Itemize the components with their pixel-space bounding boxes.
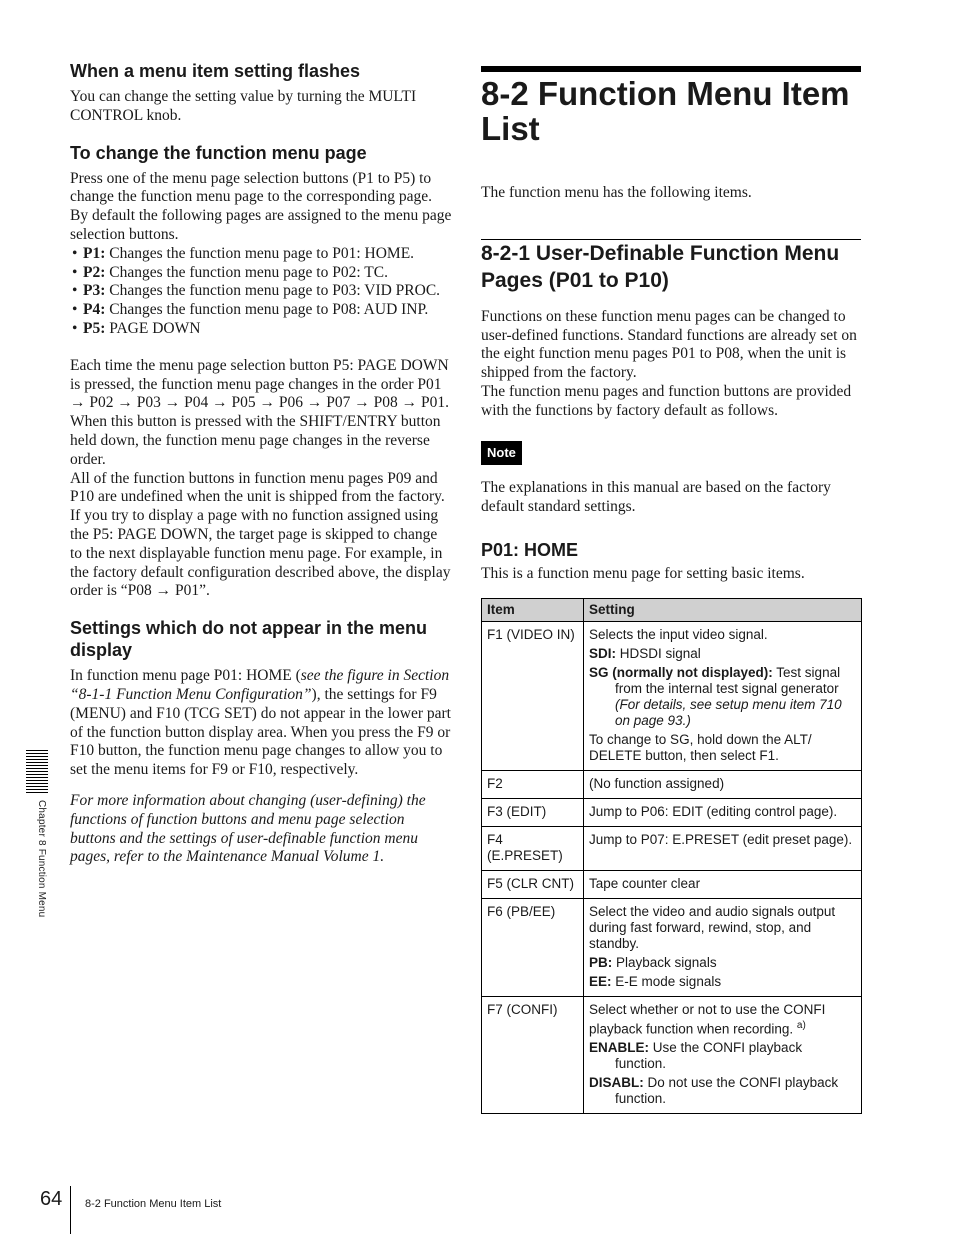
left-column <box>70 60 452 867</box>
table-header-row <box>482 598 862 621</box>
page-button-list <box>70 245 452 339</box>
cell-item: F1 (VIDEO IN) <box>482 621 584 770</box>
maintenance-note: For more information about changing (user-defining) the functions of function buttons and menu page selection buttons and the settings of user-definable function menu pages, refer to the Maintenance Manual Volume 1. <box>70 791 426 866</box>
flash-body: You can change the setting value by turning the MULTI CONTROL knob. <box>70 88 417 124</box>
cell-setting: Select whether or not to use the CONFI playback function when recording. $^{a)}$ ENABLE: Use the CONFI playback function. DISABL: Do not use the CONFI playback function. <box>584 996 862 1114</box>
cell-setting: Select the video and audio signals output during fast forward, rewind, stop, and standby. PB: Playback signals EE: E-E mode signals <box>584 898 862 996</box>
title-rule <box>481 66 861 72</box>
page-number: 64 <box>40 1188 63 1210</box>
settings-heading: Settings which do not appear in the menu display <box>70 618 428 661</box>
table-row <box>482 870 862 898</box>
cell-item: F2 <box>482 770 584 798</box>
cell-setting: Selects the input video signal. SDI: HDSDI signal SG (normally not displayed): Test signal from the internal test signal generator (For details, see setup menu item 710 on page 93.) To change to SG, hold down the ALT/ DELETE button, then select F1. <box>584 621 862 770</box>
change-page-heading: To change the function menu page <box>70 142 367 163</box>
function-table <box>481 598 862 1115</box>
p01-heading: P01: HOME <box>481 539 579 560</box>
section-heading: 8-2-1 User-Definable Function Menu Pages (P01 to P10) <box>481 241 840 292</box>
intro-text: The function menu has the following items. <box>481 184 752 201</box>
page-title: 8-2 Function Menu Item List <box>481 75 850 147</box>
cell-item: F6 (PB/EE) <box>482 898 584 996</box>
undefined-pages-paragraph: All of the function buttons in function menu pages P09 and P10 are undefined when the unit is shipped from the factory. If you try to display a page with no function assigned using the P5: PAGE DOWN, the target page is skipped to change to the next displayable function menu page. For example, in the factory default configuration described above, the display order is “P08 → P01”. <box>70 469 451 600</box>
note-badge: Note <box>481 441 522 466</box>
section-paragraph: The function menu pages and function buttons are provided with the functions by factory default as follows. <box>481 382 852 419</box>
cell-setting: Tape counter clear <box>584 870 862 898</box>
note-block <box>481 441 861 517</box>
footer-section-title: 8-2 Function Menu Item List <box>85 1198 222 1210</box>
table-row <box>482 621 862 770</box>
page-order-paragraph: Each time the menu page selection button P5: PAGE DOWN is pressed, the function menu page changes in the order P01 → P02 → P03 → P04 → P05 → P06 → P07 → P08 → P01. <box>70 356 449 412</box>
column-header-item: Item <box>482 598 584 621</box>
note-text: The explanations in this manual are based on the factory default standard settings. <box>481 479 831 516</box>
table-row <box>482 996 862 1114</box>
list-item: • P3: Changes the function menu page to P03: VID PROC. <box>70 282 452 301</box>
reverse-order-paragraph: When this button is pressed with the SHIFT/ENTRY button held down, the function menu page changes in the reverse order. <box>70 413 441 468</box>
list-item: • P4: Changes the function menu page to P08: AUD INP. <box>70 301 452 320</box>
settings-body: In function menu page P01: HOME (see the figure in Section “8-1-1 Function Menu Configuration”), the settings for F9 (MENU) and F10 (TCG SET) do not appear in the lower part of the function button display area. When you press the F9 or F10 button, the function menu page changes to allow you to set the menu items for F9 or F10, respectively. <box>70 667 451 779</box>
table-row <box>482 798 862 826</box>
column-header-setting: Setting <box>584 598 862 621</box>
flash-section <box>70 60 452 126</box>
cell-setting: Jump to P07: E.PRESET (edit preset page). <box>584 826 862 870</box>
cell-item: F7 (CONFI) <box>482 996 584 1114</box>
list-item: • P5: PAGE DOWN <box>70 320 452 339</box>
cell-item: F5 (CLR CNT) <box>482 870 584 898</box>
list-item: • P2: Changes the function menu page to P02: TC. <box>70 264 452 283</box>
footnote-marker: a) <box>796 1019 806 1031</box>
table-row <box>482 826 862 870</box>
chapter-label: Chapter 8 Function Menu <box>36 800 47 918</box>
footer-rule <box>70 1186 71 1234</box>
table-row <box>482 770 862 798</box>
cell-item: F3 (EDIT) <box>482 798 584 826</box>
right-column <box>481 66 861 1114</box>
table-row <box>482 898 862 996</box>
p01-intro: This is a function menu page for setting basic items. <box>481 564 805 582</box>
change-page-section <box>70 142 452 602</box>
settings-section <box>70 617 452 867</box>
cell-setting: Jump to P06: EDIT (editing control page). <box>584 798 862 826</box>
cell-item: F4 (E.PRESET) <box>482 826 584 870</box>
chapter-tab-stripes <box>26 750 48 794</box>
section-paragraph: Functions on these function menu pages can be changed to user-defined functions. Standard functions are already set on the eight function menu pages P01 to P08, when the unit is shipped from the factory. <box>481 307 857 382</box>
cell-setting: (No function assigned) <box>584 770 862 798</box>
list-item: • P1: Changes the function menu page to P01: HOME. <box>70 245 452 264</box>
change-page-intro: Press one of the menu page selection buttons (P1 to P5) to change the function menu page to the corresponding page. By default the following pages are assigned to the menu page selection buttons. <box>70 169 452 243</box>
flash-heading: When a menu item setting flashes <box>70 61 361 81</box>
